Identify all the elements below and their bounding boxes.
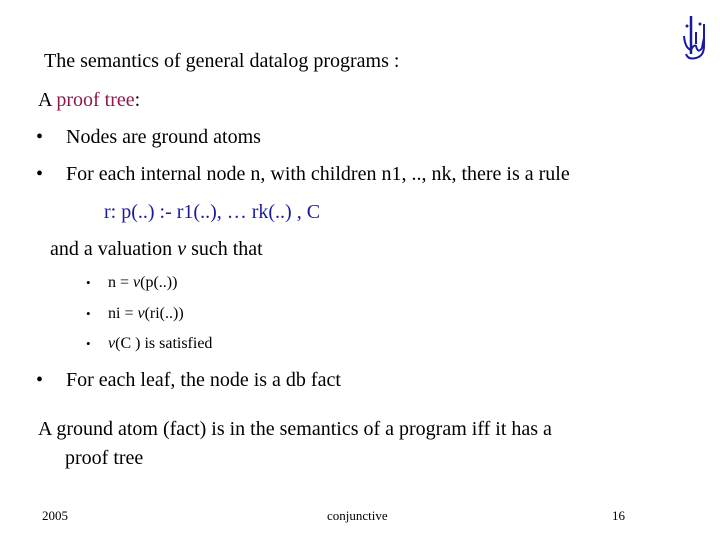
sub-bullet-2-b: (ri(..)) [144, 305, 184, 322]
footer-topic: conjunctive [327, 508, 388, 523]
proof-line-prefix: A [38, 89, 57, 111]
valuation-v: v [177, 238, 187, 260]
rule-line: r: p(..) :- r1(..), … rk(..) , C [104, 201, 321, 223]
proof-line-suffix: : [134, 89, 141, 111]
sub-bullet-1-a: n = [108, 274, 134, 291]
bullet-dot-icon: • [36, 126, 44, 148]
valuation-line [50, 238, 263, 261]
proof-tree-line [38, 89, 140, 112]
footer-page-number: 16 [612, 508, 625, 523]
sub-bullet-1 [86, 274, 177, 292]
calligraphy-logo-icon [682, 14, 708, 62]
bullet-internal-node [36, 163, 570, 186]
valuation-text-before: and a valuation [50, 238, 178, 260]
bullet-nodes [36, 126, 261, 149]
bullet-leaf [36, 369, 341, 392]
bullet-nodes-text: Nodes are ground atoms [66, 126, 261, 148]
bullet-dot-icon: • [36, 163, 44, 185]
sub-bullet-3-v: v [108, 335, 116, 352]
footer-year: 2005 [42, 508, 68, 523]
valuation-text-after: such that [186, 238, 263, 260]
slide-title: The semantics of general datalog programs : [44, 50, 400, 72]
sub-bullet-2-v: v [137, 305, 145, 322]
bullet-leaf-text: For each leaf, the node is a db fact [66, 369, 341, 391]
bullet-dot-icon: • [86, 336, 91, 351]
sub-bullet-1-b: (p(..)) [140, 274, 178, 291]
sub-bullet-2-a: ni = [108, 305, 138, 322]
conclusion-line-1: A ground atom (fact) is in the semantics of a program iff it has a [38, 418, 552, 440]
sub-bullet-3-b: (C ) is satisfied [115, 335, 213, 352]
proof-tree-term: proof tree [56, 89, 135, 111]
sub-bullet-2 [86, 305, 184, 323]
bullet-dot-icon: • [86, 275, 91, 290]
conclusion-line-2: proof tree [65, 447, 144, 469]
bullet-internal-node-text: For each internal node n, with children n1, .., nk, there is a rule [66, 163, 570, 185]
bullet-dot-icon: • [36, 369, 44, 391]
bullet-dot-icon: • [86, 306, 91, 321]
sub-bullet-3 [86, 335, 212, 353]
sub-bullet-1-v: v [133, 274, 141, 291]
